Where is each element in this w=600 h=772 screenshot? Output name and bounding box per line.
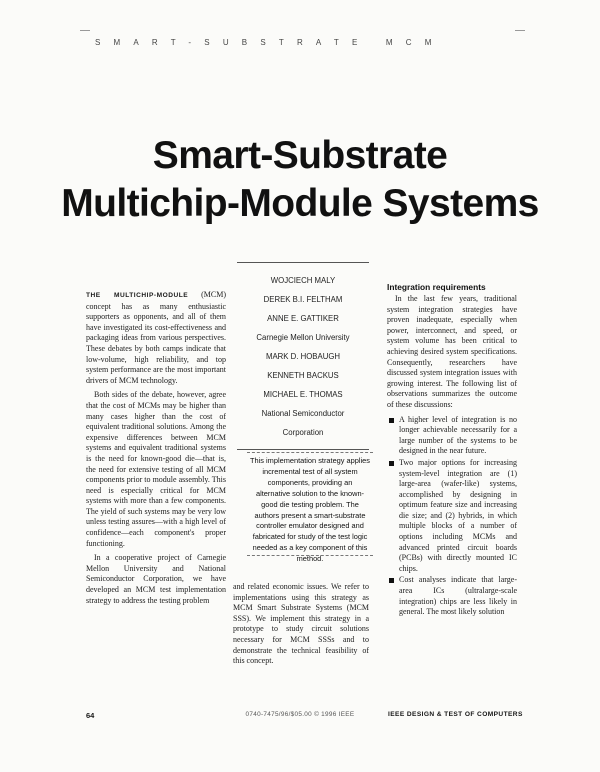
author-name: ANNE E. GATTIKER: [267, 314, 339, 323]
section-heading: Integration requirements: [387, 282, 486, 292]
list-item: Two major options for increasing system-level integration are (1) large-area (wafer-like) systems, accomplished by designing in optimum feature size and increasing die size; and (2) hybrids, in which multiple blocks of a number of options including MCMs and advanced printed circuit boards (PCBs) with directly mounted IC chips.: [387, 458, 517, 575]
paragraph: Both sides of the debate, however, agree that the cost of MCMs may be higher than many cases higher than the cost of equivalent traditional solutions. Among the expensive differences between MCM systems and equivalent traditional systems is the need for known-good die—that is, the need for extensive testing of all MCM components prior to module assembly. This need is especially critical for MCM systems with more than a few components. The yield of such systems may be very low unless testing assures—with a high level of confidence—each component's proper functioning.: [86, 390, 226, 548]
crop-mark-top-right: [515, 20, 525, 31]
body-column-2: [233, 582, 369, 667]
running-head: SMART-SUBSTRATE MCM: [95, 38, 445, 47]
pull-quote-rule-bottom: [247, 555, 373, 556]
body-column-1: [86, 290, 226, 606]
observation-list: [387, 415, 517, 618]
lead-in: THE MULTICHIP-MODULE: [86, 292, 189, 299]
paragraph: In the last few years, traditional system integration strategies have proven inadequate, especially when power, interconnect, and speed, or system volume has been critical to achieving desired system specifications. Consequently, researchers have discussed system integration issues with growing interest. The following list of observations summarizes the outcome of these discussions:: [387, 294, 517, 409]
author-affiliation: National Semiconductor: [261, 409, 345, 418]
paragraph: and related economic issues. We refer to implementations using this strategy as MCM Smart Substrate Systems (MCM SSS). We implement this strategy in a prototype to study circuit solutions necessary for MCM SSSs and to demonstrate the technical feasibility of this concept.: [233, 582, 369, 666]
list-item: A higher level of integration is no longer achievable necessarily for a large number of the systems to be designed in the near future.: [387, 415, 517, 457]
journal-name: IEEE DESIGN & TEST OF COMPUTERS: [388, 711, 523, 718]
author-name: MARK D. HOBAUGH: [265, 352, 341, 361]
bullet-icon: [389, 418, 394, 423]
page-number: 64: [86, 711, 95, 720]
author-name: WOJCIECH MALY: [270, 276, 336, 285]
author-name: DEREK B.I. FELTHAM: [263, 295, 343, 304]
article-title-line1: Smart-Substrate: [152, 134, 448, 177]
bullet-icon: [389, 461, 394, 466]
author-affiliation: Carnegie Mellon University: [256, 333, 350, 342]
list-item: Cost analyses indicate that large-area ICs (ultralarge-scale integration) chips are less likely in general. The most likely solution: [387, 575, 517, 617]
paragraph: In a cooperative project of Carnegie Mellon University and National Semiconductor Corporation, we have developed an MCM test implementation strategy to address the testing problem: [86, 553, 226, 605]
crop-mark-top-left: [80, 20, 90, 31]
body-column-3: [387, 294, 517, 619]
bullet-icon: [389, 578, 394, 583]
article-title-line2: Multichip-Module Systems: [61, 182, 539, 225]
author-name: KENNETH BACKUS: [267, 371, 339, 380]
author-name: MICHAEL E. THOMAS: [263, 390, 343, 399]
author-affiliation: Corporation: [282, 428, 324, 437]
pull-quote-rule-top: [247, 452, 373, 453]
pull-quote: This implementation strategy applies incremental test of all system components, providing an alternative solution to the known-good die testing problem. The authors present a smart-substrate controller emulator designed and fabricated for study of the test logic needed as a key component of this method.: [250, 456, 370, 564]
copyright-line: 0740-7475/96/$05.00 © 1996 IEEE: [245, 711, 355, 718]
paragraph: (MCM) concept has as many enthusiastic supporters as opponents, and all of them have investigated its cost-effectiveness and packaging ideas from various perspectives. These debates by both camps indicate that low-volume, high reliability, and top system performance are the most important drivers of MCM technology.: [86, 290, 226, 385]
